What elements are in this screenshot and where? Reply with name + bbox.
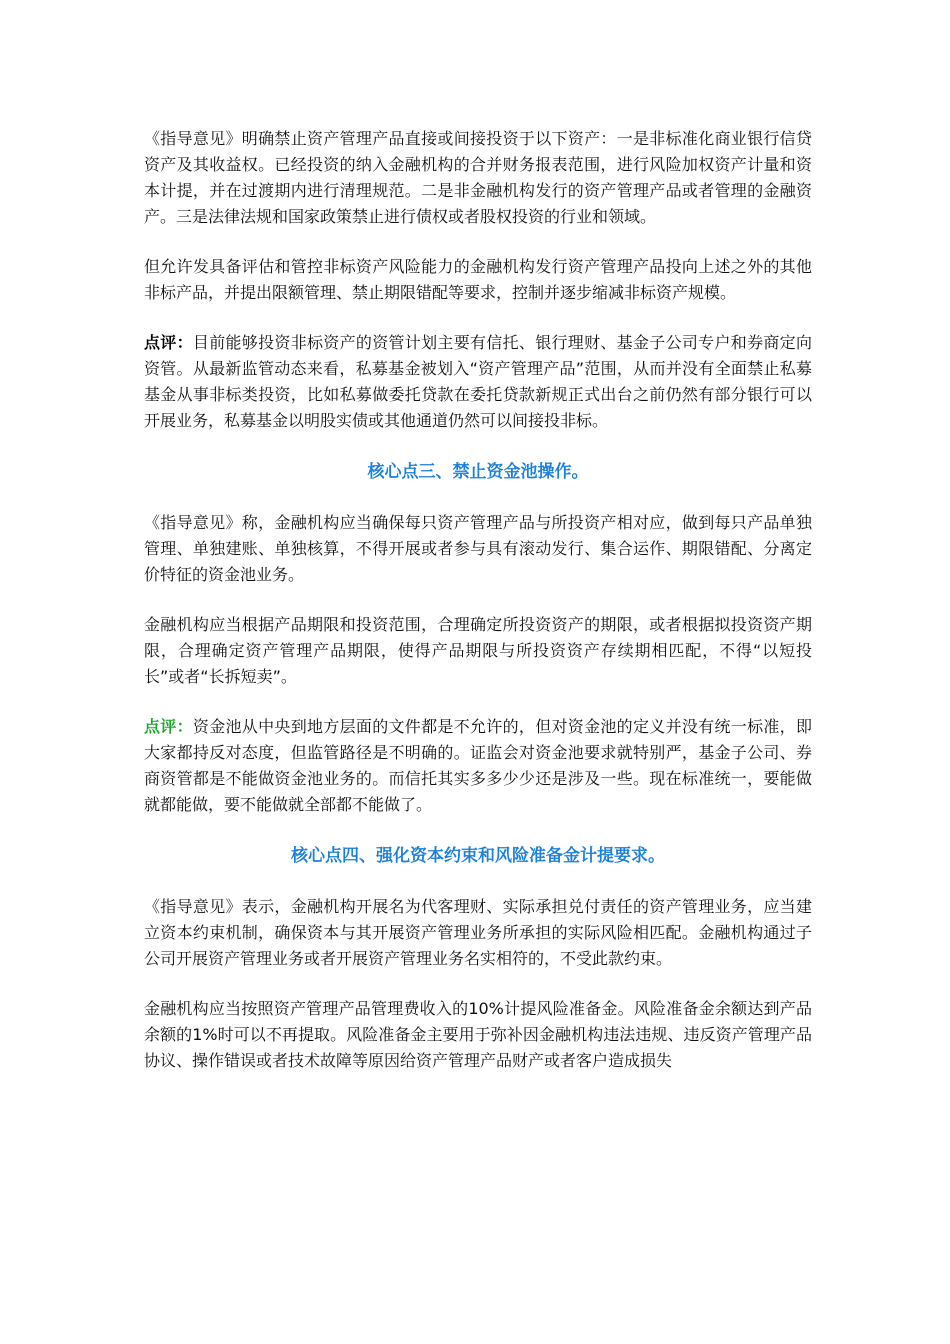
paragraph-term-matching: 金融机构应当根据产品期限和投资范围，合理确定所投资资产的期限，或者根据拟投资资产期限，合理确定资产管理产品期限，使得产品期限与所投资资产存续期相匹配，不得“以短投长”或者“长拆短卖”。 bbox=[144, 615, 812, 686]
paragraph-capital-constraint: 《指导意见》表示，金融机构开展名为代客理财、实际承担兑付责任的资产管理业务，应当建立资本约束机制，确保资本与其开展资产管理业务所承担的实际风险相匹配。金融机构通过子公司开展资产管理业务或者开展资产管理业务名实相符的，不受此款约束。 bbox=[144, 897, 812, 968]
document-page bbox=[144, 126, 812, 1098]
paragraph-fund-pool-rule: 《指导意见》称，金融机构应当确保每只资产管理产品与所投资产相对应，做到每只产品单独管理、单独建账、单独核算，不得开展或者参与具有滚动发行、集合运作、期限错配、分离定价特征的资金池业务。 bbox=[144, 513, 812, 584]
paragraph-risk-reserve: 金融机构应当按照资产管理产品管理费收入的10%计提风险准备金。风险准备金余额达到产品余额的1%时可以不再提取。风险准备金主要用于弥补因金融机构违法违规、违反资产管理产品协议、操作错误或者技术故障等原因给资产管理产品财产或者客户造成损失 bbox=[144, 999, 812, 1070]
paragraph-nonstandard-allowance: 但允许发具备评估和管控非标资产风险能力的金融机构发行资产管理产品投向上述之外的其他非标产品，并提出限额管理、禁止期限错配等要求，控制并逐步缩减非标资产规模。 bbox=[144, 257, 812, 302]
section-heading-4: 核心点四、强化资本约束和风险准备金计提要求。 bbox=[291, 846, 665, 866]
comment-text: 目前能够投资非标资产的资管计划主要有信托、银行理财、基金子公司专户和券商定向资管。从最新监管动态来看，私募基金被划入“资产管理产品”范围，从而并没有全面禁止私募基金从事非标类投资，比如私募做委托贷款在委托贷款新规正式出台之前仍然有部分银行可以开展业务，私募基金以明股实债或其他通道仍然可以间接投非标。 bbox=[144, 333, 812, 430]
comment-text: 资金池从中央到地方层面的文件都是不允许的，但对资金池的定义并没有统一标准，即大家都持反对态度，但监管路径是不明确的。证监会对资金池要求就特别严，基金子公司、券商资管都是不能做资金池业务的。而信托其实多多少少还是涉及一些。现在标准统一，要能做就都能做，要不能做就全部都不能做了。 bbox=[144, 717, 812, 814]
paragraph-prohibited-assets: 《指导意见》明确禁止资产管理产品直接或间接投资于以下资产：一是非标准化商业银行信贷资产及其收益权。已经投资的纳入金融机构的合并财务报表范围，进行风险加权资产计量和资本计提，并在过渡期内进行清理规范。二是非金融机构发行的资产管理产品或者管理的金融资产。三是法律法规和国家政策禁止进行债权或者股权投资的行业和领域。 bbox=[144, 129, 812, 226]
comment-label: 点评： bbox=[144, 717, 193, 736]
comment-fund-pool bbox=[144, 714, 812, 818]
comment-nonstandard bbox=[144, 330, 812, 434]
comment-label: 点评： bbox=[144, 333, 193, 352]
section-heading-3: 核心点三、禁止资金池操作。 bbox=[367, 462, 589, 482]
